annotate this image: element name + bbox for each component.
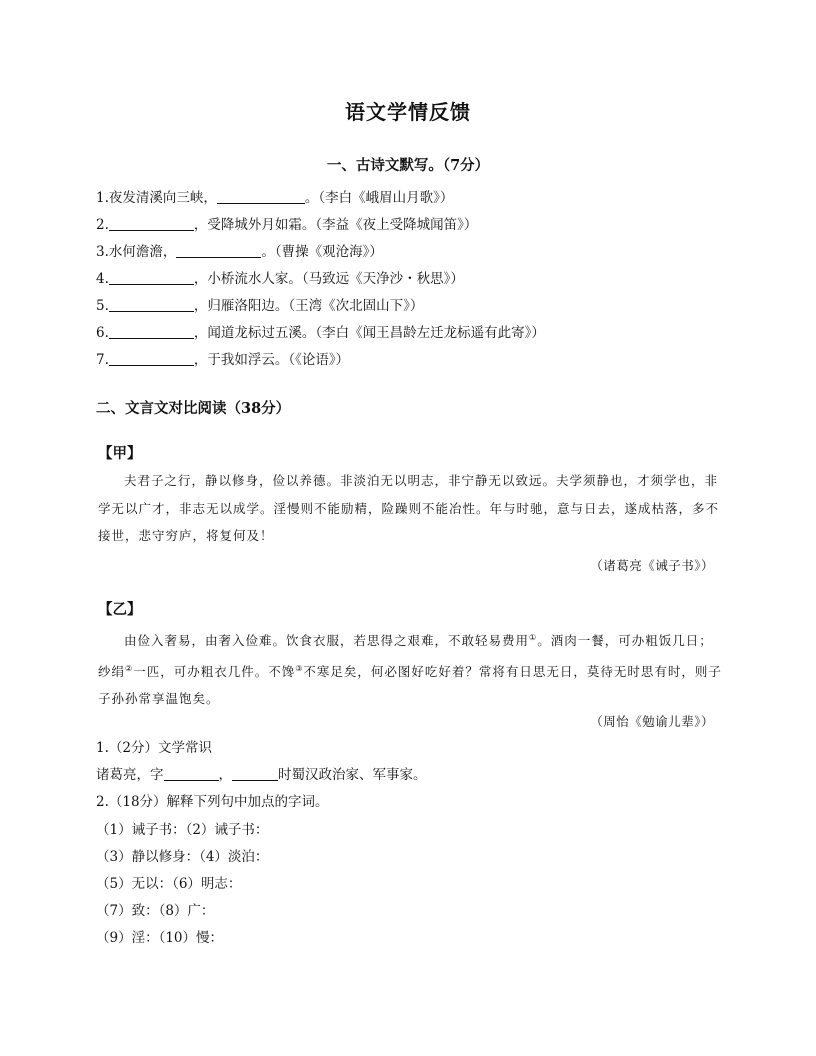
answer-blank[interactable] [176,243,261,258]
passage-jia-source: （诸葛亮《诫子书》） [590,558,714,573]
section1-heading: 一、古诗文默写。（7分） [326,157,490,174]
passage-yi-tag: 【乙】 [98,601,142,618]
recite-line-4: 4. ，小桥流水人家。（马致远《天净沙・秋思》） [96,271,464,287]
recite-line-6: 6. ，闻道龙标过五溪。（李白《闻王昌龄左迁龙标遥有此寄》） [96,325,545,341]
question2-row: （3）静以修身：（4）淡泊： [96,849,269,865]
answer-blank[interactable] [164,766,219,781]
answer-blank[interactable] [109,270,194,285]
footnote-mark: ③ [295,663,304,673]
recite-line-2: 2. ，受降城外月如霜。（李益《夜上受降城闻笛》） [96,217,478,233]
answer-blank[interactable] [217,189,305,204]
question2-row: （1）诫子书：（2）诫子书： [96,822,269,838]
question2-row: （5）无以：（6）明志： [96,876,242,892]
answer-blank[interactable] [109,324,194,339]
answer-blank[interactable] [109,297,194,312]
section2-heading: 二、文言文对比阅读（38分） [96,400,291,417]
question1-fill: 诸葛亮，字 ， 时蜀汉政治家、军事家。 [96,767,427,783]
passage-yi-text: 由俭入奢易，由奢入俭难。饮食衣服，若思得之艰难，不敢轻易费用①。酒肉一餐，可办粗饭几日；纱绢②一匹，可办粗衣几件。不馋③不寒足矣，何必图好吃好着？常将有日思无日，莫待无时思有时，则子子孙孙常享温饱矣。 [98,633,722,707]
question2-label: 2.（18分）解释下列句中加点的字词。 [96,794,329,810]
passage-jia-tag: 【甲】 [98,445,142,462]
footnote-mark: ② [125,663,134,673]
recite-line-5: 5. ，归雁洛阳边。（王湾《次北固山下》） [96,298,424,314]
recite-line-3: 3.水何澹澹， 。（曹操《观沧海》） [96,244,383,260]
answer-blank[interactable] [109,216,194,231]
question2-row: （7）致：（8）广： [96,903,215,919]
passage-jia-text: 夫君子之行，静以修身，俭以养德。非淡泊无以明志，非宁静无以致远。夫学须静也，才须学也，非学无以广才，非志无以成学。淫慢则不能励精，险躁则不能冶性。年与时驰，意与日去，遂成枯落，多不接世，悲守穷庐，将复何及！ [98,473,720,543]
question1-label: 1.（2分）文学常识 [96,740,212,756]
passage-yi-source: （周怡《勉谕儿辈》） [590,714,714,729]
question2-row: （9）淫：（10）慢： [96,930,224,946]
page-title: 语文学情反馈 [345,100,471,124]
answer-blank[interactable] [109,351,194,366]
recite-line-1: 1.夜发清溪向三峡， 。（李白《峨眉山月歌》） [96,190,454,206]
answer-blank[interactable] [232,766,278,781]
footnote-mark: ① [529,633,538,642]
recite-line-7: 7. ，于我如浮云。（《论语》） [96,352,350,368]
